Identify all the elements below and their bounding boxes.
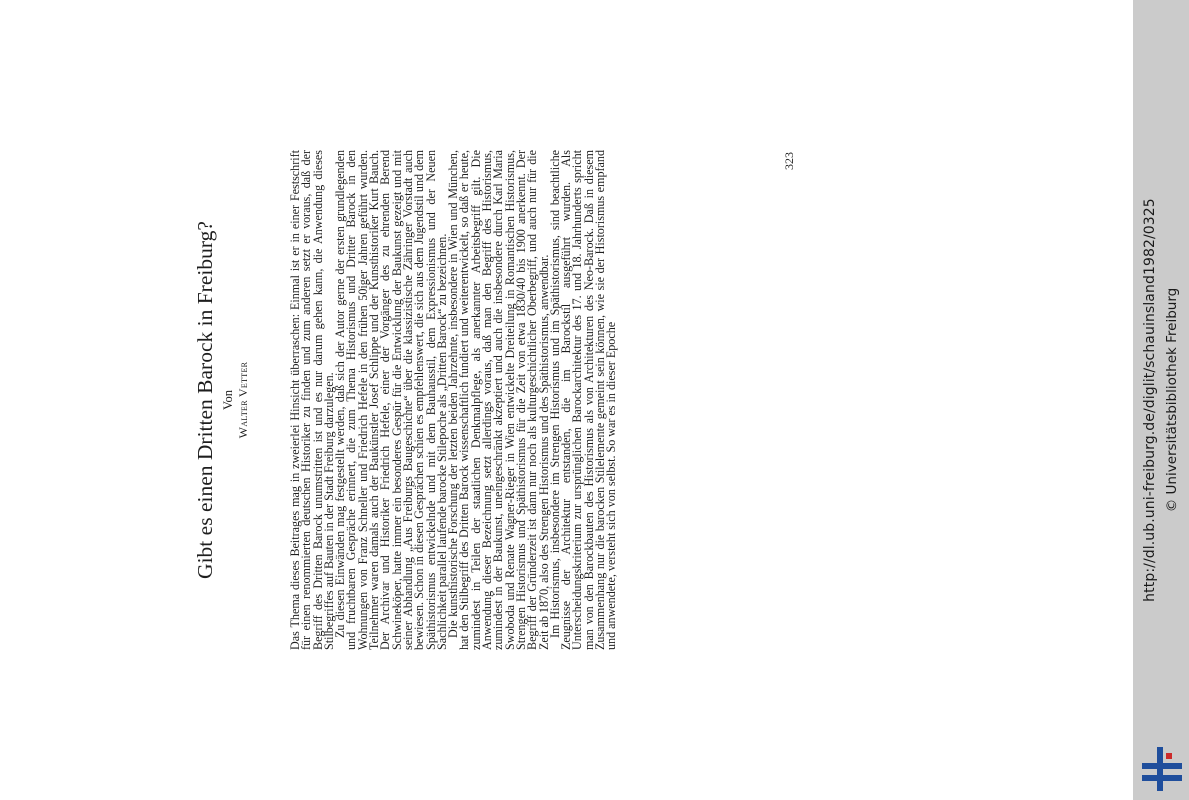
scanned-page <box>190 150 910 650</box>
copyright-notice: © Universitätsbibliothek Freiburg <box>1164 287 1180 513</box>
paragraph-4: Im Historismus, insbesondere im Strengen Historismus und im Späthistorismus, sind beachtliche Zeugnisse der Architektur entstanden, die im Barockstil ausgeführt wurden. Als Unterscheidungskriterium zur ursprünglichen Barockarchitektur des 17. und 18. Jahrhunderts spricht man von den Barockbauten des Historismus als von Architekturen des Neo-Barock. Daß in diesem Zusammenhang nur die barocken Stilelemente gemeint sein können, wie sie der Historismus empfand und anwendete, versteht sich von selbst. So war es in dieser Epoche <box>547 150 619 650</box>
source-url-link[interactable]: http://dl.ub.uni-freiburg.de/diglit/schauinsland1982/0325 <box>1142 198 1158 602</box>
article-title: Gibt es einen Dritten Barock in Freiburg? <box>193 221 217 579</box>
paragraph-2: Zu diesen Einwänden mag festgestellt werden, daß sich der Autor gerne der ersten grundlegenden und fruchtbaren Gespräche erinnert, die zum Thema Historismus und Dritter Barock in den Wohnungen von Franz Schneller und Friedrich Hefele in den frühen 50iger Jahren geführt wurden. Teilnehmer waren damals auch der Baukünstler Josef Schlippe und der Kunsthistoriker Kurt Bauch. Der Archivar und Historiker Friedrich Hefele, einer der Vorgänger des zu ehrenden Berend Schwineköper, hatte immer ein besonderes Gespür für die Entwicklung der Baukunst gezeigt und mit seiner Abhandlung „Aus Freiburgs Baugeschichte“ über die klassizistische Zähringer Vorstadt auch bewiesen. Schon in diesen Gesprächen schien es empfehlenswert, die sich aus dem Jugendstil und dem Späthistorismus entwickelnde und mit dem Bauhausstil, dem Expressionismus und der Neuen Sachlichkeit parallel laufende barocke Stilepoche als „Dritten Barock“ zu bezeichnen. <box>333 150 449 650</box>
logo-bar-horizontal <box>1142 763 1182 769</box>
logo-accent-red <box>1166 753 1172 759</box>
article-body <box>290 150 618 650</box>
paragraph-1: Das Thema dieses Beitrages mag in zweierlei Hinsicht überraschen: Einmal ist er in einer Festschrift für einen renommierten deutschen Historiker zu finden und zum anderen setzt er voraus, daß der Begriff des Dritten Barock unumstritten ist und es nur darum gehen kann, die Anwendung dieses Stilbegriffes auf Bauten in der Stadt Freiburg darzulegen. <box>288 150 336 650</box>
page-number: 323 <box>782 152 796 170</box>
paragraph-3: Die kunsthistorische Forschung der letzten beiden Jahrzehnte, insbesondere in Wien und München, hat den Stilbegriff des Dritten Barock wissenschaftlich fundiert und weiterentwickelt, so daß er heute, zumindest in Teilen der staatlichen Denkmalpflege, als anerkannter Arbeitsbegriff gilt. Die Anwendung dieser Bezeichnung setzt allerdings voraus, daß man den Begriff des Historismus, zumindest in der Baukunst, uneingeschränkt akzeptiert und auch die insbesondere durch Karl Maria Swoboda und Renate Wagner-Rieger in Wien entwickelte Dreiteilung in Romantischen Historismus, Strengen Historismus und Späthistorismus für die Zeit von etwa 1830/40 bis 1900 anerkennt. Der Begriff der Gründerzeit ist dann nur noch als kulturgeschichtlicher Oberbegriff, und auch nur für die Zeit ab 1870, also des Strengen Historismus und des Späthistorismus, anwendbar. <box>446 150 551 650</box>
article-byline: Von <box>221 390 235 410</box>
article-author: Walter Vetter <box>236 361 250 439</box>
logo-bar-horizontal-2 <box>1142 775 1182 781</box>
university-library-logo-icon <box>1140 747 1184 791</box>
